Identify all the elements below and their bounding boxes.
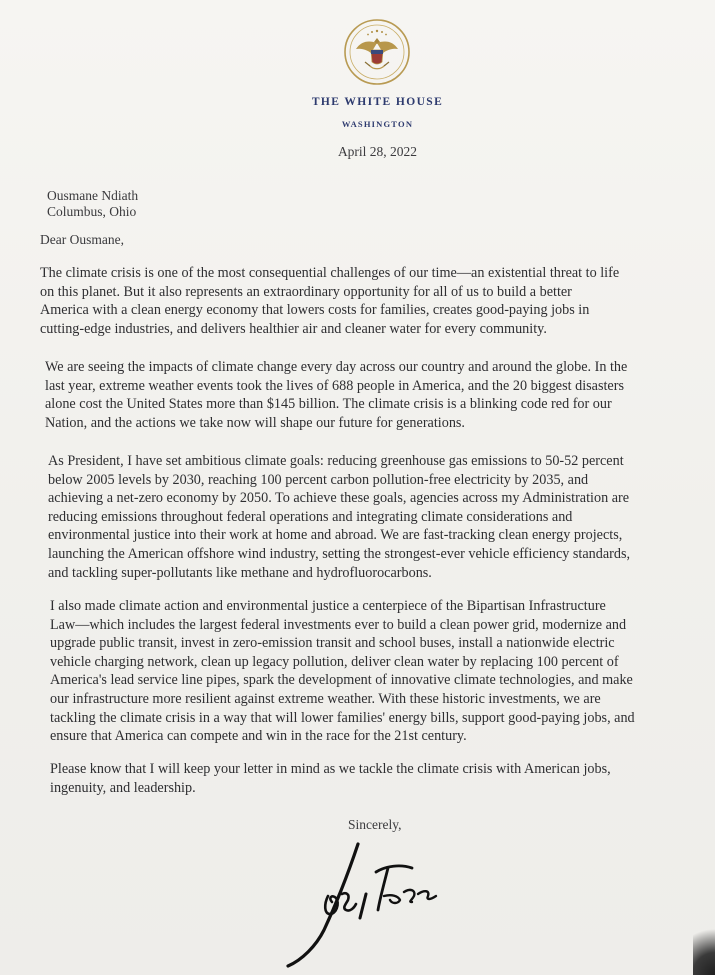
paragraph-line: The climate crisis is one of the most consequential challenges of our time—an existential threat to life <box>40 265 620 281</box>
letterhead-title: THE WHITE HOUSE <box>311 96 444 108</box>
paragraph-line: America's lead service line pipes, spark the development of innovative climate technologies, and make <box>50 672 633 689</box>
paragraph-line: ensure that America can compete and win in the race for the 21st century. <box>50 728 467 745</box>
paragraph-line: We are seeing the impacts of climate change every day across our country and around the globe. In the <box>45 359 628 375</box>
paragraph-line: achieving a net-zero economy by 2050. To achieve these goals, agencies across my Administration are <box>48 490 630 507</box>
recipient-name: Ousmane Ndiath <box>47 188 139 203</box>
body-paragraph-5 <box>50 760 611 797</box>
paragraph-line: upgrade public transit, invest in zero-emission transit and school buses, install a nationwide electric <box>50 635 615 652</box>
paragraph-line: environmental justice into their work at home and abroad. We are fast-tracking clean energy projects, <box>48 527 623 544</box>
paragraph-line: I also made climate action and environmental justice a centerpiece of the Bipartisan Infrastructure <box>50 598 606 614</box>
paragraph-line: tackling the climate crisis in a way that will lower families' energy bills, support good-paying jobs, and <box>50 709 635 726</box>
paragraph-line: on this planet. But it also represents an extraordinary opportunity for all of us to build a better <box>40 283 572 300</box>
body-paragraph-1 <box>40 264 619 338</box>
paragraph-line: As President, I have set ambitious climate goals: reducing greenhouse gas emissions to 50-52 percent <box>48 453 624 469</box>
letterhead-subtitle: WASHINGTON <box>341 119 414 129</box>
body-paragraph-2 <box>45 358 627 432</box>
page-edge-shadow <box>693 915 715 975</box>
body-paragraph-4 <box>50 597 635 746</box>
recipient-block <box>47 188 138 220</box>
paragraph-line: below 2005 levels by 2030, reaching 100 percent carbon pollution-free electricity by 2035, and <box>48 471 589 488</box>
paragraph-line: our infrastructure more resilient against extreme weather. With these historic investments, we are <box>50 690 601 707</box>
closing: Sincerely, <box>348 817 402 832</box>
paragraph-line: launching the American offshore wind industry, setting the strongest-ever vehicle efficiency standards, <box>48 545 631 562</box>
paragraph-line: vehicle charging network, clean up legacy pollution, deliver clean water by replacing 100 percent of <box>50 653 619 670</box>
paragraph-line: and tackling super-pollutants like methane and hydrofluorocarbons. <box>48 564 432 581</box>
signature-icon <box>280 838 460 968</box>
paragraph-line: Law—which includes the largest federal investments ever to build a clean power grid, modernize and <box>50 616 627 633</box>
salutation: Dear Ousmane, <box>40 232 124 247</box>
paragraph-line: Please know that I will keep your letter in mind as we tackle the climate crisis with American jobs, <box>50 761 611 777</box>
recipient-location: Columbus, Ohio <box>47 204 137 219</box>
paragraph-line: reducing emissions throughout federal operations and integrating climate considerations and <box>48 508 573 525</box>
paragraph-line: America with a clean energy economy that lowers costs for families, creates good-paying jobs in <box>40 302 590 319</box>
paragraph-line: last year, extreme weather events took the lives of 688 people in America, and the 20 biggest disasters <box>45 377 624 394</box>
presidential-seal-icon <box>343 18 411 86</box>
paragraph-line: cutting-edge industries, and delivers healthier air and cleaner water for every community. <box>40 320 547 337</box>
paragraph-line: Nation, and the actions we take now will shape our future for generations. <box>45 414 465 431</box>
paragraph-line: alone cost the United States more than $145 billion. The climate crisis is a blinking code red for our <box>45 396 612 413</box>
paragraph-line: ingenuity, and leadership. <box>50 779 196 796</box>
body-paragraph-3 <box>48 452 630 582</box>
letter-date: April 28, 2022 <box>337 144 418 159</box>
